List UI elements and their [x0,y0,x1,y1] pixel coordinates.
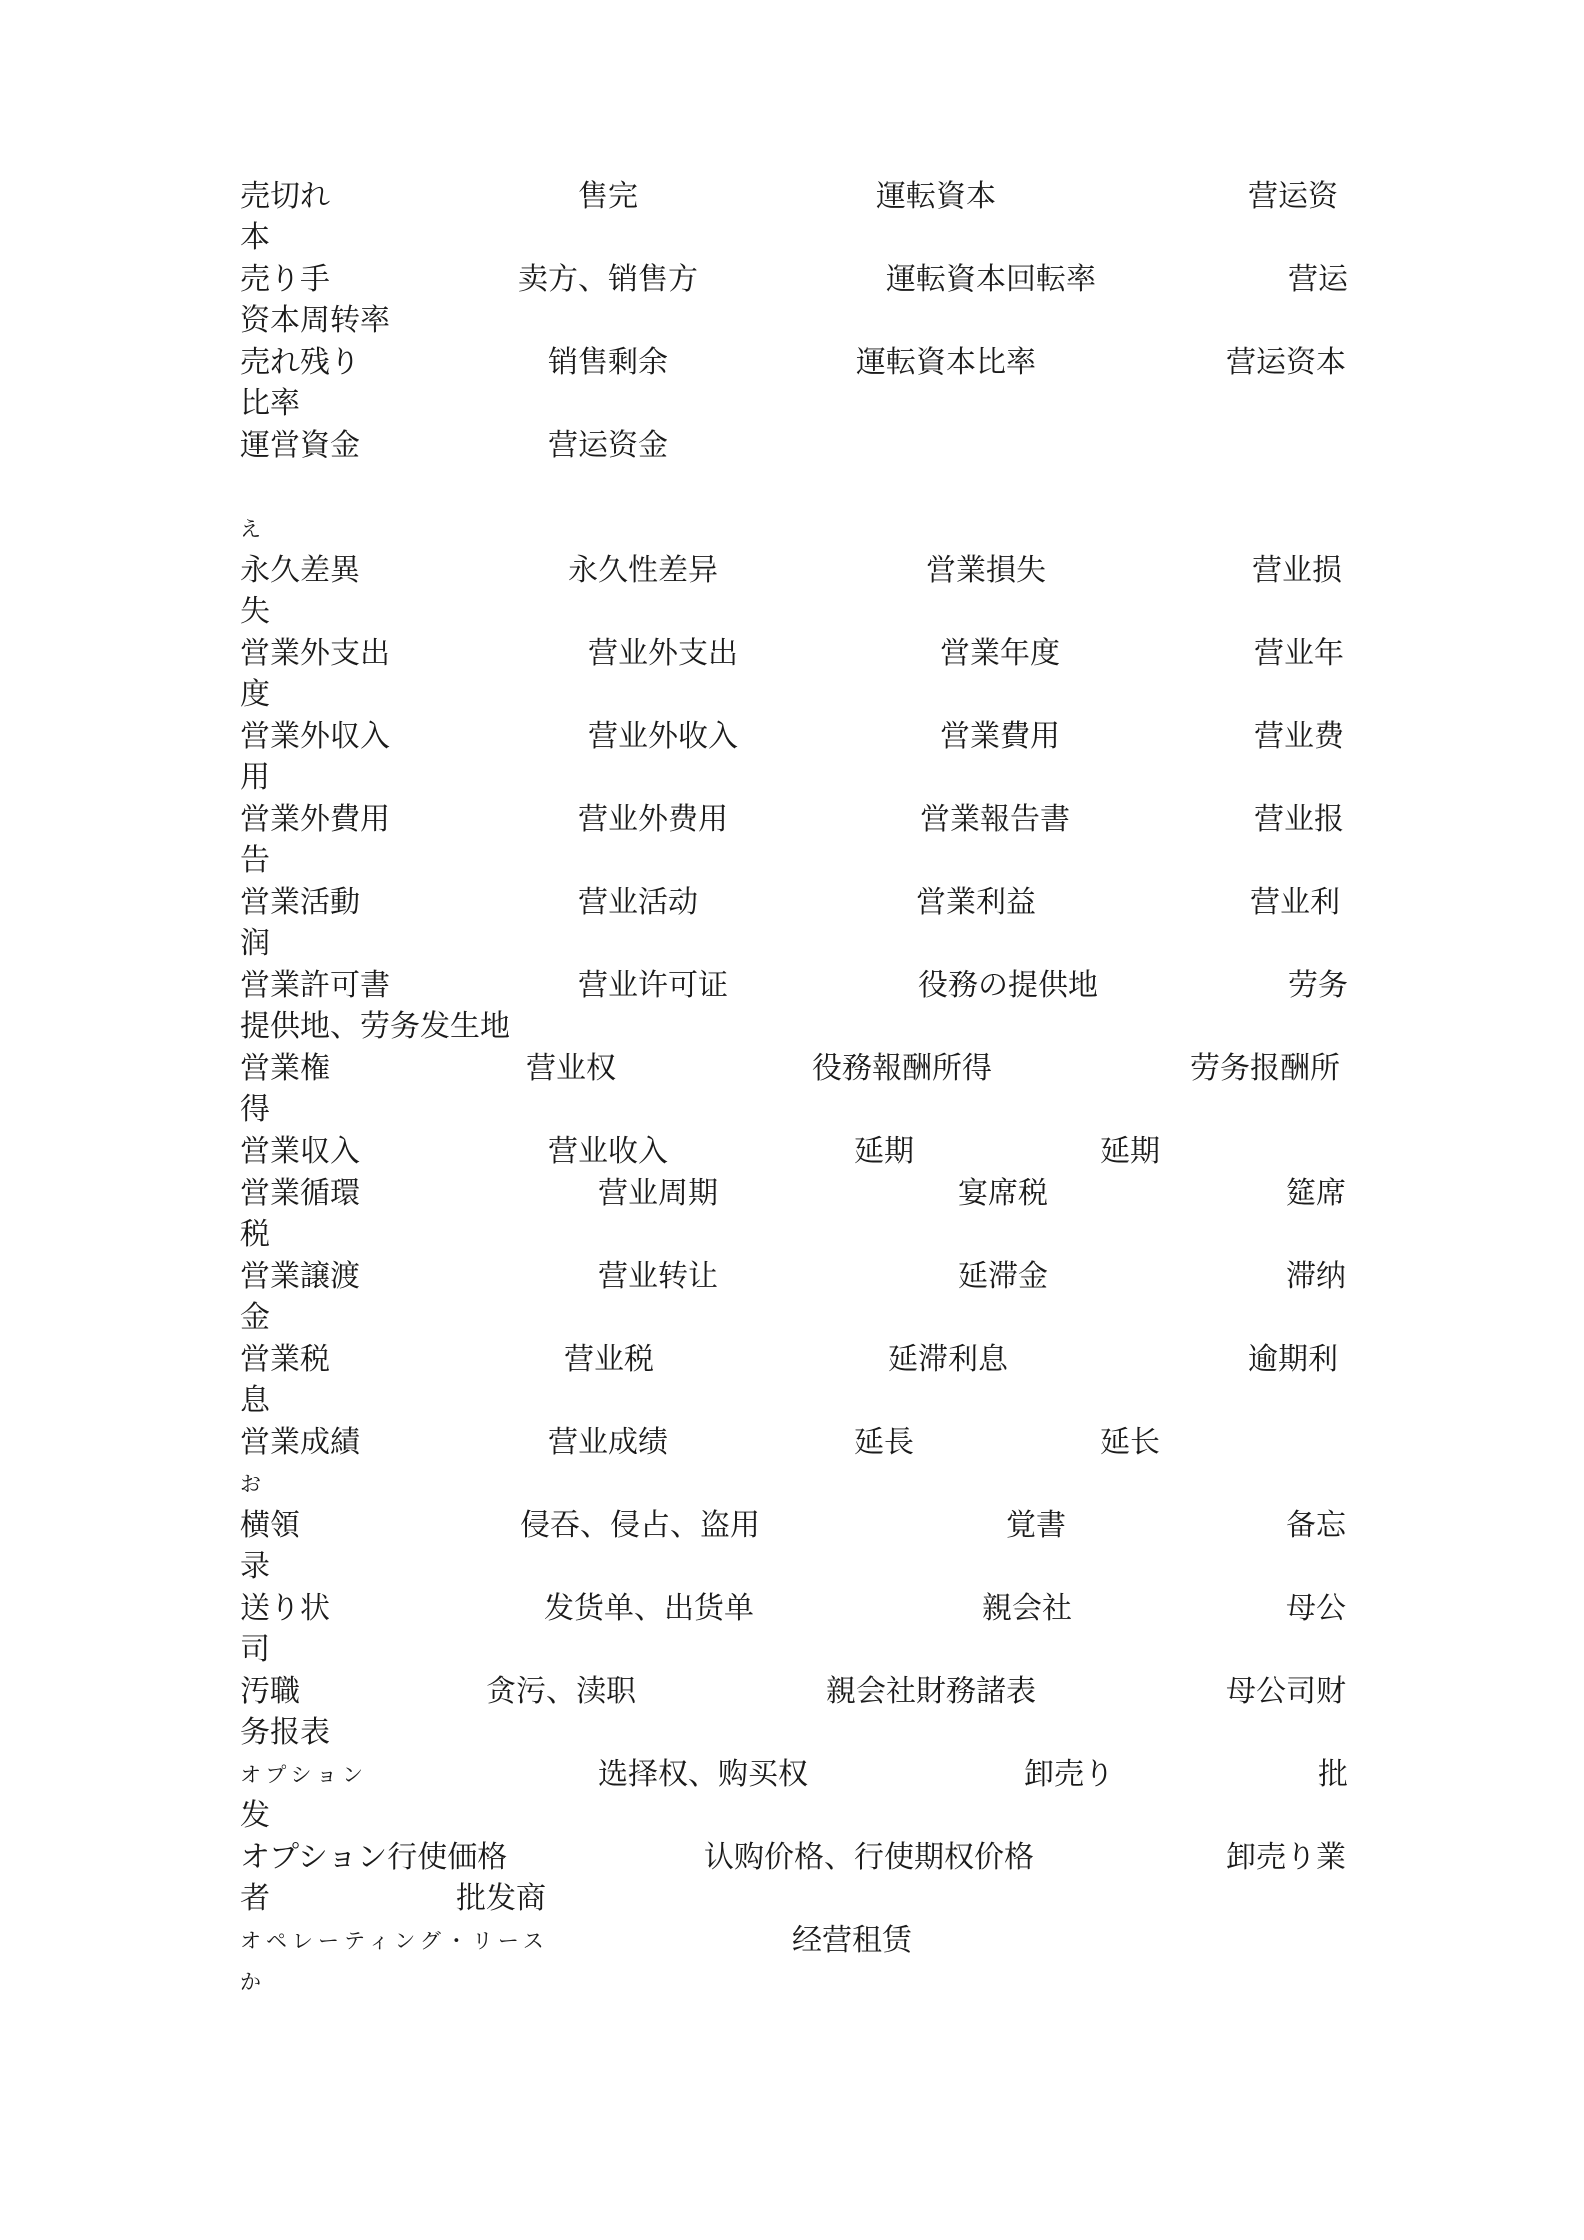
term-text: 運転資本回転率 [886,262,1096,297]
term-text: 告 [240,843,270,878]
term-text: 営業成績 [240,1425,360,1460]
text-line [0,1423,1584,1463]
text-line [0,1215,1584,1255]
term-text: 延長 [854,1425,914,1460]
term-text: オペレーティング・リース [240,1929,549,1953]
term-text: 営業譲渡 [240,1259,360,1294]
term-text: 営業報告書 [920,802,1070,837]
term-text: 逾期利 [1248,1342,1338,1377]
text-line [0,1796,1584,1836]
text-line [0,758,1584,798]
text-line [0,675,1584,715]
term-text: 营业活动 [578,885,698,920]
term-text: 劳务报酬所 [1190,1051,1340,1086]
term-text: 営業外支出 [240,636,390,671]
term-text: 営業循環 [240,1176,360,1211]
text-line [0,924,1584,964]
term-text: 贪污、渎职 [486,1674,636,1709]
term-text: 度 [240,677,270,712]
text-line [0,1090,1584,1130]
term-text: 侵吞、侵占、盗用 [520,1508,760,1543]
text-line [0,717,1584,757]
text-line [0,1007,1584,1047]
term-text: 发货单、出货单 [544,1591,754,1626]
term-text: 营业税 [564,1342,654,1377]
term-text: 营业周期 [598,1176,718,1211]
term-text: オプション行使価格 [240,1840,508,1875]
term-text: 营业权 [526,1051,616,1086]
term-text: 营业许可证 [578,968,728,1003]
term-text: 失 [240,594,270,629]
term-text: 批发商 [456,1881,546,1916]
text-line [0,841,1584,881]
text-line [0,1132,1584,1172]
term-text: 役務報酬所得 [812,1051,992,1086]
term-text: 運営資金 [240,428,360,463]
term-text: 营业收入 [548,1134,668,1169]
text-line [0,1879,1584,1919]
term-text: 营业外收入 [588,719,738,754]
text-line [0,1755,1584,1795]
term-text: 金 [240,1300,270,1335]
term-text: 营业年 [1254,636,1344,671]
text-line [0,1298,1584,1338]
text-line [0,634,1584,674]
text-line [0,1921,1584,1961]
term-text: 売れ残り [240,345,360,380]
text-line [0,1174,1584,1214]
term-text: 親会社財務諸表 [826,1674,1036,1709]
term-text: 宴席税 [958,1176,1048,1211]
term-text: か [240,1970,266,1994]
term-text: 延滞金 [958,1259,1048,1294]
term-text: 润 [240,926,270,961]
term-text: 营运资金 [548,428,668,463]
term-text: 母公司财 [1226,1674,1346,1709]
text-line [0,1257,1584,1297]
term-text: 営業外収入 [240,719,390,754]
term-text: 资本周转率 [240,303,390,338]
term-text: 営業権 [240,1051,330,1086]
term-text: 提供地、劳务发生地 [240,1009,510,1044]
text-line [0,343,1584,383]
term-text: 営業損失 [926,553,1046,588]
term-text: 運転資本 [876,179,996,214]
term-text: 备忘 [1286,1508,1346,1543]
term-text: 覚書 [1006,1508,1066,1543]
term-text: 营业损 [1252,553,1342,588]
term-text: 卸売り [1024,1757,1114,1792]
term-text: 営業費用 [940,719,1060,754]
term-text: 本 [240,220,270,255]
term-text: 延长 [1100,1425,1160,1460]
text-line [0,1049,1584,1089]
text-line [0,509,1584,549]
term-text: 发 [240,1798,270,1833]
term-text: 営業外費用 [240,802,390,837]
text-line [0,800,1584,840]
text-line [0,551,1584,591]
term-text: 售完 [578,179,638,214]
term-text: 劳务 [1288,968,1348,1003]
term-text: 营业费 [1254,719,1344,754]
term-text: 営業年度 [940,636,1060,671]
term-text: お [240,1472,266,1496]
term-text: 営業利益 [916,885,1036,920]
term-text: 滞纳 [1286,1259,1346,1294]
text-line [0,1340,1584,1380]
term-text: 者 [240,1881,270,1916]
term-text: 经营租赁 [792,1923,912,1958]
term-text: 親会社 [982,1591,1072,1626]
term-text: 延期 [1100,1134,1160,1169]
text-line [0,301,1584,341]
term-text: オプション [240,1763,369,1787]
text-line [0,883,1584,923]
term-text: 营业成绩 [548,1425,668,1460]
term-text: 母公 [1286,1591,1346,1626]
text-line [0,1381,1584,1421]
term-text: 销售剩余 [548,345,668,380]
term-text: 汚職 [240,1674,300,1709]
text-line [0,1713,1584,1753]
term-text: 税 [240,1217,270,1252]
text-line [0,384,1584,424]
term-text: 营运 [1288,262,1348,297]
text-line [0,1630,1584,1670]
text-line [0,218,1584,258]
term-text: 比率 [240,386,300,421]
term-text: 延滞利息 [888,1342,1008,1377]
term-text: 営業税 [240,1342,330,1377]
text-line [0,1838,1584,1878]
term-text: 横領 [240,1508,300,1543]
term-text: 务报表 [240,1715,330,1750]
term-text: 永久差異 [240,553,360,588]
term-text: 司 [240,1632,270,1667]
term-text: 延期 [854,1134,914,1169]
term-text: 得 [240,1092,270,1127]
text-line [0,1589,1584,1629]
text-line [0,1962,1584,2002]
text-line [0,426,1584,466]
term-text: 営業収入 [240,1134,360,1169]
term-text: 営業活動 [240,885,360,920]
term-text: 营业外费用 [578,802,728,837]
text-line [0,592,1584,632]
term-text: 营业利 [1250,885,1340,920]
text-line [0,966,1584,1006]
term-text: 役務の提供地 [918,968,1098,1003]
term-text: 息 [240,1383,270,1418]
term-text: 筵席 [1286,1176,1346,1211]
term-text: 录 [240,1549,270,1584]
term-text: 運転資本比率 [856,345,1036,380]
text-line [0,177,1584,217]
term-text: 营运资 [1248,179,1338,214]
term-text: 売切れ [240,179,330,214]
text-line [0,260,1584,300]
term-text: 用 [240,760,270,795]
text-line [0,1464,1584,1504]
term-text: 卸売り業 [1226,1840,1346,1875]
term-text: 永久性差异 [568,553,718,588]
term-text: 売り手 [240,262,330,297]
text-line [0,1672,1584,1712]
term-text: 选择权、购买权 [598,1757,808,1792]
text-line [0,1506,1584,1546]
term-text: え [240,517,266,541]
term-text: 营业报 [1254,802,1344,837]
term-text: 送り状 [240,1591,330,1626]
term-text: 営業許可書 [240,968,390,1003]
term-text: 批 [1318,1757,1348,1792]
term-text: 卖方、销售方 [518,262,698,297]
term-text: 营业外支出 [588,636,738,671]
text-line [0,1547,1584,1587]
term-text: 认购价格、行使期权价格 [704,1840,1034,1875]
term-text: 营业转让 [598,1259,718,1294]
term-text: 营运资本 [1226,345,1346,380]
